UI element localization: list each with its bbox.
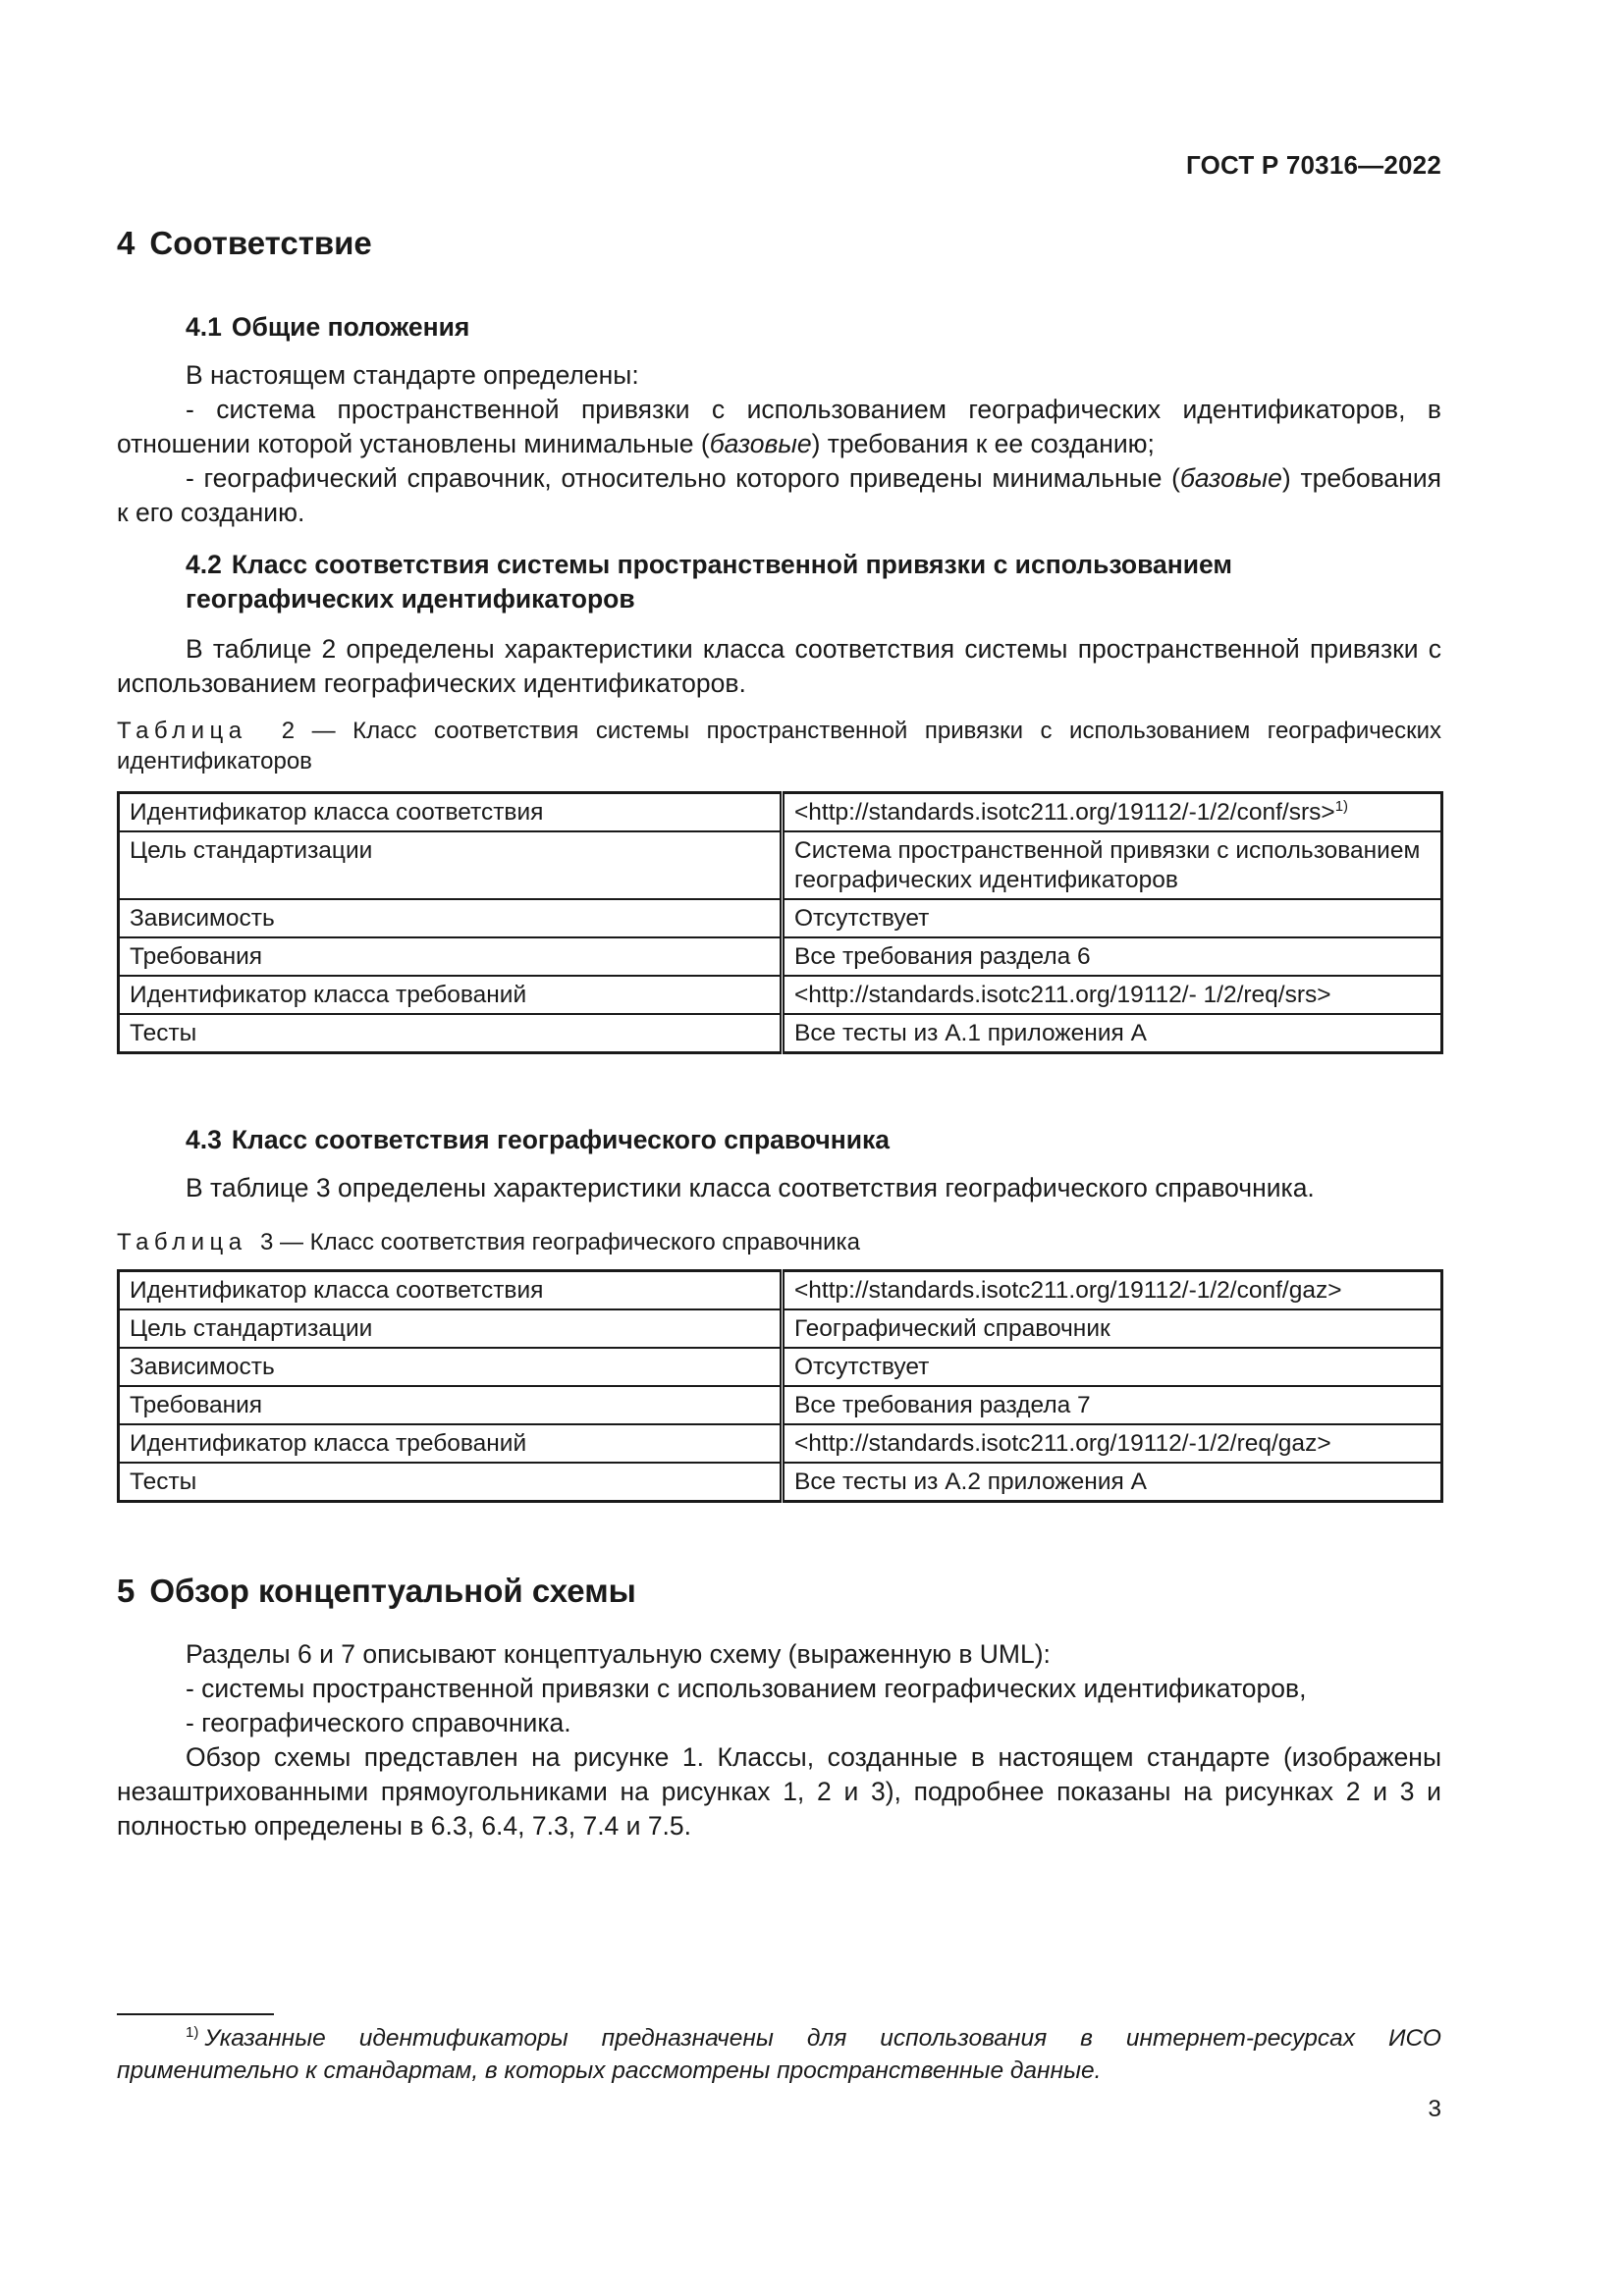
table-cell-value: Все тесты из А.1 приложения А — [783, 1014, 1442, 1053]
table-row — [119, 1014, 1442, 1053]
footnote-separator — [117, 2013, 274, 2015]
table-cell-value: Все тесты из А.2 приложения А — [783, 1463, 1442, 1502]
paragraph: Разделы 6 и 7 описывают концептуальную схему (выраженную в UML): — [186, 1639, 1051, 1669]
table-cell-key: Идентификатор класса соответствия — [119, 1271, 783, 1310]
document-header-id: ГОСТ Р 70316—2022 — [1186, 150, 1441, 180]
table-3 — [117, 1269, 1443, 1503]
paragraph: В настоящем стандарте определены: — [186, 360, 639, 390]
table-cell-value: Географический справочник — [783, 1309, 1442, 1348]
list-item: - географический справочник, относительно которого приведены минимальные (базовые) требования к его созданию. — [117, 463, 1441, 527]
table-cell-key: Цель стандартизации — [119, 831, 783, 899]
subsection-4-3: 4.3 Класс соответствия географического справочника В таблице 3 определены характеристики класса соответствия географического справочника. — [117, 1123, 1441, 1205]
list-item: - географического справочника. — [186, 1708, 571, 1737]
table-cell-key: Требования — [119, 1386, 783, 1424]
table-row — [119, 976, 1442, 1014]
table-3-caption: Таблица 3 — Класс соответствия географического справочника — [117, 1229, 860, 1255]
footnote-text: Указанные идентификаторы предназначены для использования в интернет-ресурсах ИСО применительно к стандартам, в которых рассмотрены пространственные данные. — [117, 2025, 1441, 2084]
list-item: - системы пространственной привязки с использованием географических идентификаторов, — [186, 1674, 1307, 1703]
table-cell-key: Тесты — [119, 1014, 783, 1053]
table-cell-key: Идентификатор класса соответствия — [119, 793, 783, 832]
footnote-mark: 1) — [186, 2024, 199, 2041]
table-cell-key: Тесты — [119, 1463, 783, 1502]
table-cell-value: <http://standards.isotc211.org/19112/-1/2/req/gaz> — [783, 1424, 1442, 1463]
section-5-title: Обзор концептуальной схемы — [149, 1573, 636, 1609]
table-row — [119, 793, 1442, 832]
section-5-body — [117, 1637, 1441, 1843]
subsection-4-2: 4.2 Класс соответствия системы пространственной привязки с использованием географических идентификаторов В таблице 2 определены характеристики класса соответствия системы пространственной привязки с использованием географических идентификаторов. — [117, 548, 1441, 701]
table-cell-value: Отсутствует — [783, 1348, 1442, 1386]
section-5-heading: 5 Обзор концептуальной схемы — [117, 1573, 636, 1609]
table-cell-key: Цель стандартизации — [119, 1309, 783, 1348]
table-2-caption: Таблица 2 — Класс соответствия системы пространственной привязки с использованием географических идентификаторов — [117, 718, 1442, 774]
page-number: 3 — [1428, 2096, 1441, 2122]
table-cell-key: Идентификатор класса требований — [119, 976, 783, 1014]
table-2 — [117, 791, 1443, 1054]
footnote-ref: 1) — [1334, 798, 1349, 815]
table-cell-key: Идентификатор класса требований — [119, 1424, 783, 1463]
table-cell-key: Зависимость — [119, 1348, 783, 1386]
table-row — [119, 1424, 1442, 1463]
subsection-4-2-title: Класс соответствия системы пространственной привязки с использованием географических идентификаторов — [186, 550, 1233, 614]
section-4-heading: 4 Соответствие — [117, 225, 372, 261]
table-cell-value: Все требования раздела 6 — [783, 937, 1442, 976]
footnote — [117, 2022, 1441, 2087]
table-row — [119, 1463, 1442, 1502]
paragraph: В таблице 3 определены характеристики класса соответствия географического справочника. — [186, 1173, 1315, 1202]
list-item: - система пространственной привязки с использованием географических идентификаторов, в отношении которой установлены минимальные (базовые) требования к ее созданию; — [117, 395, 1441, 458]
subsection-4-1-title: Общие положения — [231, 312, 470, 342]
table-row — [119, 1348, 1442, 1386]
paragraph: Обзор схемы представлен на рисунке 1. Классы, созданные в настоящем стандарте (изображены незаштрихованными прямоугольниками на рисунках 1, 2 и 3), подробнее показаны на рисунках 2 и 3 и полностью определены в 6.3, 6.4, 7.3, 7.4 и 7.5. — [117, 1742, 1441, 1841]
table-row — [119, 1271, 1442, 1310]
table-row — [119, 937, 1442, 976]
table-row — [119, 831, 1442, 899]
table-cell-key: Зависимость — [119, 899, 783, 937]
table-row — [119, 899, 1442, 937]
table-row — [119, 1309, 1442, 1348]
table-cell-key: Требования — [119, 937, 783, 976]
paragraph: В таблице 2 определены характеристики класса соответствия системы пространственной привязки с использованием географических идентификаторов. — [117, 634, 1441, 698]
table-cell-value: <http://standards.isotc211.org/19112/- 1/2/req/srs> — [783, 976, 1442, 1014]
table-cell-value: <http://standards.isotc211.org/19112/-1/2/conf/gaz> — [783, 1271, 1442, 1310]
table-row — [119, 1386, 1442, 1424]
table-cell-value: Все требования раздела 7 — [783, 1386, 1442, 1424]
table-cell-value: Система пространственной привязки с использованием географических идентификаторов — [783, 831, 1442, 899]
subsection-4-3-title: Класс соответствия географического справочника — [231, 1125, 891, 1154]
section-4-title: Соответствие — [149, 225, 372, 261]
subsection-4-1: 4.1 Общие положения В настоящем стандарте определены: - система пространственной привязки с использованием географических идентификаторов, в отношении которой установлены минимальные (базовые) требования к ее созданию; - географический справочник, относительно которого приведены минимальные (базовые) требования к его созданию. — [117, 310, 1441, 530]
table-cell-value: <http://standards.isotc211.org/19112/-1/2/conf/srs>$^{1)}$ — [783, 793, 1442, 832]
table-cell-value: Отсутствует — [783, 899, 1442, 937]
